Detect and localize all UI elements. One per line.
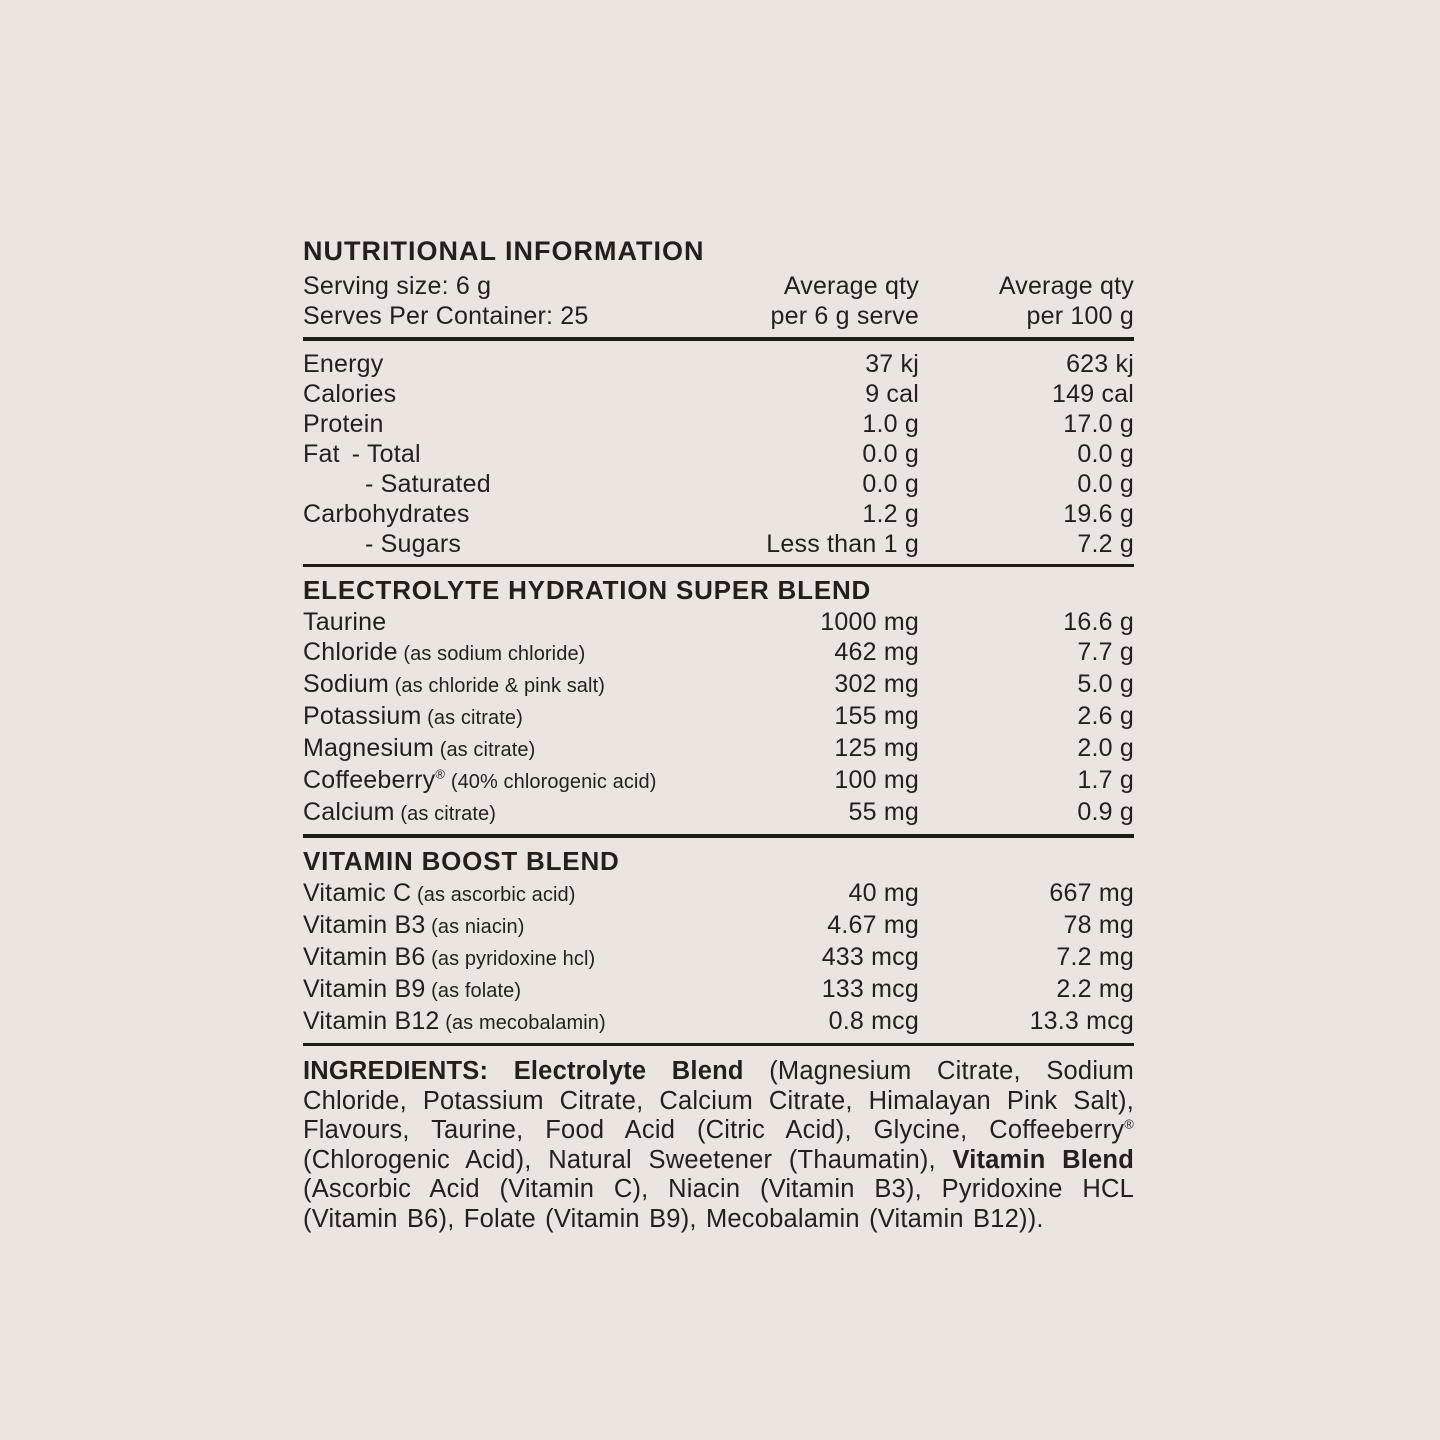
nutrient-name: Protein [303,409,384,438]
per-100g-header-line2: per 100 g [1026,302,1134,330]
serves-per-container: Serves Per Container: 25 [303,302,589,330]
nutrient-name: Vitamin B9 (as folate) [303,974,522,1003]
nutrient-name: Sodium (as chloride & pink salt) [303,670,605,698]
nutrition-label-panel [303,237,1134,1234]
qty-per-100g: 2.2 mg [1056,974,1134,1003]
nutrient-row-potassium [303,701,1134,733]
nutrient-name: Carbohydrates [303,499,470,528]
nutrient-source-note: (as citrate) [394,803,497,825]
nutrient-name: Vitamin B3 (as niacin) [303,910,525,939]
per-serve-header-line2: per 6 g serve [770,302,919,330]
qty-per-100g: 149 cal [1051,379,1134,408]
qty-per-serve: 462 mg [834,638,919,666]
divider-rule [303,1043,1134,1047]
qty-per-serve: 1.2 g [862,499,919,528]
nutrient-row-energy [303,349,1134,379]
qty-per-100g: 2.0 g [1077,734,1134,762]
nutrient-source-note: (as chloride & pink salt) [388,675,605,697]
nutrient-row-calories [303,379,1134,409]
qty-per-100g: 7.7 g [1077,638,1134,666]
nutrient-name: - Sugars [365,529,462,558]
nutrient-row-calcium [303,797,1134,829]
nutrient-source-note: (as folate) [425,979,522,1002]
nutrient-name: Coffeeberry® (40% chlorogenic acid) [303,766,657,794]
nutrient-name: Calories [303,379,397,408]
nutrient-name: Potassium (as citrate) [303,702,523,730]
registered-trademark-symbol: ® [1124,1116,1134,1132]
qty-per-100g: 7.2 mg [1056,942,1134,971]
nutrient-source-note: (as ascorbic acid) [411,883,576,906]
qty-per-100g: 2.6 g [1077,702,1134,730]
qty-per-100g: 5.0 g [1077,670,1134,698]
divider-rule [303,337,1134,341]
qty-per-serve: 55 mg [848,798,919,826]
nutrient-name: Chloride (as sodium chloride) [303,638,586,666]
nutrient-name: Energy [303,349,384,378]
qty-per-serve: 155 mg [834,702,919,730]
nutrient-row-protein [303,409,1134,439]
nutrient-name: Taurine [303,608,387,636]
qty-per-serve: 433 mcg [821,942,919,971]
qty-per-serve: 9 cal [865,379,919,408]
column-headers [303,271,1134,331]
nutrient-source-note: (as sodium chloride) [397,643,586,665]
qty-per-serve: 0.8 mcg [828,1006,919,1035]
qty-per-serve: Less than 1 g [766,529,919,558]
nutrient-row-saturated [303,469,1134,499]
nutrient-source-note: (as pyridoxine hcl) [425,947,596,970]
nutrient-source-note: (as niacin) [425,915,525,938]
nutrient-row-taurine [303,607,1134,637]
qty-per-100g: 0.0 g [1077,439,1134,468]
nutrient-row-vitamin-b9 [303,974,1134,1006]
nutrient-name: Vitamic C (as ascorbic acid) [303,878,576,907]
qty-per-100g: 623 kj [1066,349,1134,378]
nutrient-row-carbohydrates [303,499,1134,529]
qty-per-100g: 13.3 mcg [1029,1006,1134,1035]
qty-per-100g: 7.2 g [1077,529,1134,558]
nutrient-name: Fat - Total [303,439,421,468]
nutrient-name: Vitamin B12 (as mecobalamin) [303,1006,606,1035]
qty-per-100g: 1.7 g [1077,766,1134,794]
qty-per-serve: 302 mg [834,670,919,698]
registered-trademark-symbol: ® [435,766,446,782]
section-heading-electrolyte: ELECTROLYTE HYDRATION SUPER BLEND [303,575,872,605]
qty-per-100g: 17.0 g [1063,409,1134,438]
qty-per-serve: 0.0 g [862,469,919,498]
ingredients-paragraph: INGREDIENTS: Electrolyte Blend (Magnesium Citrate, Sodium Chloride, Potassium Citrate, Calcium Citrate, Himalayan Pink Salt), Flavours, Taurine, Food Acid (Citric Acid), Glycine, Coffeeberry® (Chlorogenic Acid), Natural Sweetener (Thaumatin), Vitamin Blend (Ascorbic Acid (Vitamin C), Niacin (Vitamin B3), Pyridoxine HCL (Vitamin B6), Folate (Vitamin B9), Mecobalamin (Vitamin B12)). [303,1057,1135,1233]
qty-per-100g: 0.9 g [1077,798,1134,826]
nutrient-row-coffeeberry [303,765,1134,797]
nutrient-name: Magnesium (as citrate) [303,734,536,762]
qty-per-serve: 1.0 g [862,409,919,438]
section-heading-vitamin: VITAMIN BOOST BLEND [303,845,620,876]
nutrient-name: Vitamin B6 (as pyridoxine hcl) [303,942,596,971]
qty-per-100g: 0.0 g [1077,469,1134,498]
column-header-per-100g [919,271,1134,331]
qty-per-100g: 78 mg [1063,910,1134,939]
nutrient-row-fat [303,439,1134,469]
qty-per-100g: 19.6 g [1063,499,1134,528]
nutrient-name: Calcium (as citrate) [303,798,497,826]
nutrient-name: - Saturated [365,469,491,498]
column-header-per-serve [719,271,919,331]
nutrient-source-note: (as citrate) [421,707,523,729]
qty-per-serve: 40 mg [848,878,919,907]
nutrient-row-sodium [303,669,1134,701]
qty-per-serve: 100 mg [834,766,919,794]
qty-per-serve: 4.67 mg [827,910,919,939]
serving-info [303,271,719,331]
nutrient-row-sugars [303,529,1134,559]
qty-per-100g: 16.6 g [1063,608,1134,636]
serving-size: Serving size: 6 g [303,272,492,300]
qty-per-serve: 125 mg [834,734,919,762]
qty-per-serve: 0.0 g [862,439,919,468]
per-serve-header-line1: Average qty [783,272,919,300]
page-title: NUTRITIONAL INFORMATION [303,236,705,266]
vitamin-table [303,878,1134,1038]
qty-per-100g: 667 mg [1049,878,1134,907]
per-100g-header-line1: Average qty [998,272,1134,300]
qty-per-serve: 1000 mg [820,608,919,636]
nutrient-row-vitamin-b3 [303,910,1134,942]
nutrient-row-vitamic-c [303,878,1134,910]
nutrient-row-vitamin-b6 [303,942,1134,974]
qty-per-serve: 133 mcg [821,974,919,1003]
nutrient-source-note: (as mecobalamin) [439,1011,606,1034]
electrolyte-table [303,607,1134,829]
nutrient-row-magnesium [303,733,1134,765]
nutrient-source-note: (as citrate) [434,739,536,761]
divider-rule [303,564,1134,568]
nutrition-table [303,349,1134,559]
qty-per-serve: 37 kj [865,349,919,378]
nutrient-row-chloride [303,637,1134,669]
nutrient-row-vitamin-b12 [303,1006,1134,1038]
nutrient-source-note: (40% chlorogenic acid) [445,771,657,793]
divider-rule [303,834,1134,838]
